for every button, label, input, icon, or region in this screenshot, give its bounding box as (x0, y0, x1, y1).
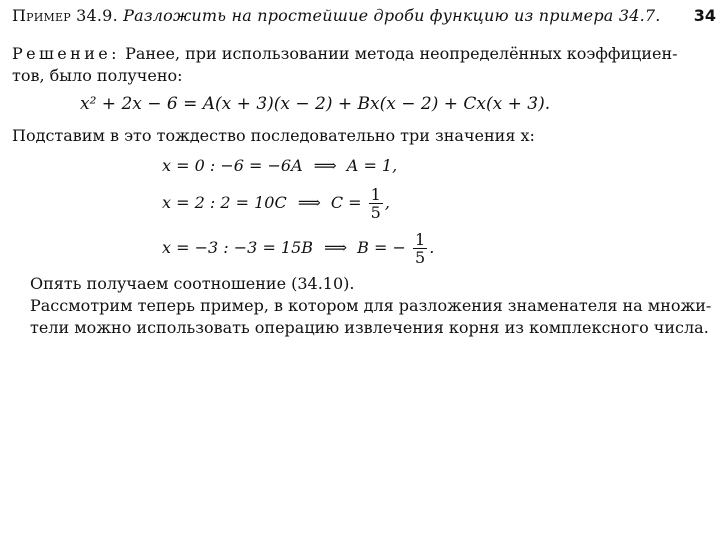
solution-label: Решение: (12, 44, 120, 63)
solution-line-1: Ранее, при использовании метода неопределённых коэффициен- (125, 44, 678, 63)
page-number: 34 (693, 6, 716, 25)
example-task: Разложить на простейшие дроби функцию из примера 34.7. (123, 6, 661, 25)
fraction-denominator: 5 (370, 203, 381, 222)
case-tail: . (429, 238, 435, 257)
consider-line-1: Рассмотрим теперь пример, в котором для разложения знаменателя на множи- (30, 296, 712, 315)
fraction (369, 186, 383, 221)
fraction (413, 231, 427, 266)
solution-paragraph (12, 44, 678, 64)
implies-arrow-icon: ⟹ (313, 156, 336, 175)
solution-line-2: тов, было получено: (12, 66, 183, 85)
case-x-2 (162, 186, 390, 221)
fraction-numerator: 1 (415, 230, 426, 249)
case-result: C = (330, 193, 362, 212)
example-number: 34.9. (76, 6, 118, 25)
substitute-text: Подставим в это тождество последовательно три значения x: (12, 126, 535, 145)
case-equation: −6 = −6A (220, 156, 303, 175)
case-result: A = 1, (346, 156, 398, 175)
example-label: Пример (12, 6, 71, 25)
case-result: B = − (357, 238, 406, 257)
case-tail: , (384, 193, 390, 212)
case-condition: x = 2 : (162, 193, 216, 212)
main-equation: x² + 2x − 6 = A(x + 3)(x − 2) + Bx(x − 2) + Cx(x + 3). (80, 94, 551, 114)
example-heading (12, 6, 661, 26)
case-equation: 2 = 10C (220, 193, 287, 212)
case-equation: −3 = 15B (233, 238, 314, 257)
case-x-minus-3 (162, 231, 434, 266)
implies-arrow-icon: ⟹ (324, 238, 347, 257)
consider-line-2: тели можно использовать операцию извлечения корня из комплексного числа. (30, 318, 709, 337)
case-condition: x = −3 : (162, 238, 229, 257)
fraction-denominator: 5 (415, 248, 426, 267)
fraction-numerator: 1 (370, 185, 381, 204)
implies-arrow-icon: ⟹ (297, 193, 320, 212)
case-x-0 (162, 156, 397, 176)
case-condition: x = 0 : (162, 156, 216, 175)
again-text: Опять получаем соотношение (34.10). (30, 274, 355, 293)
